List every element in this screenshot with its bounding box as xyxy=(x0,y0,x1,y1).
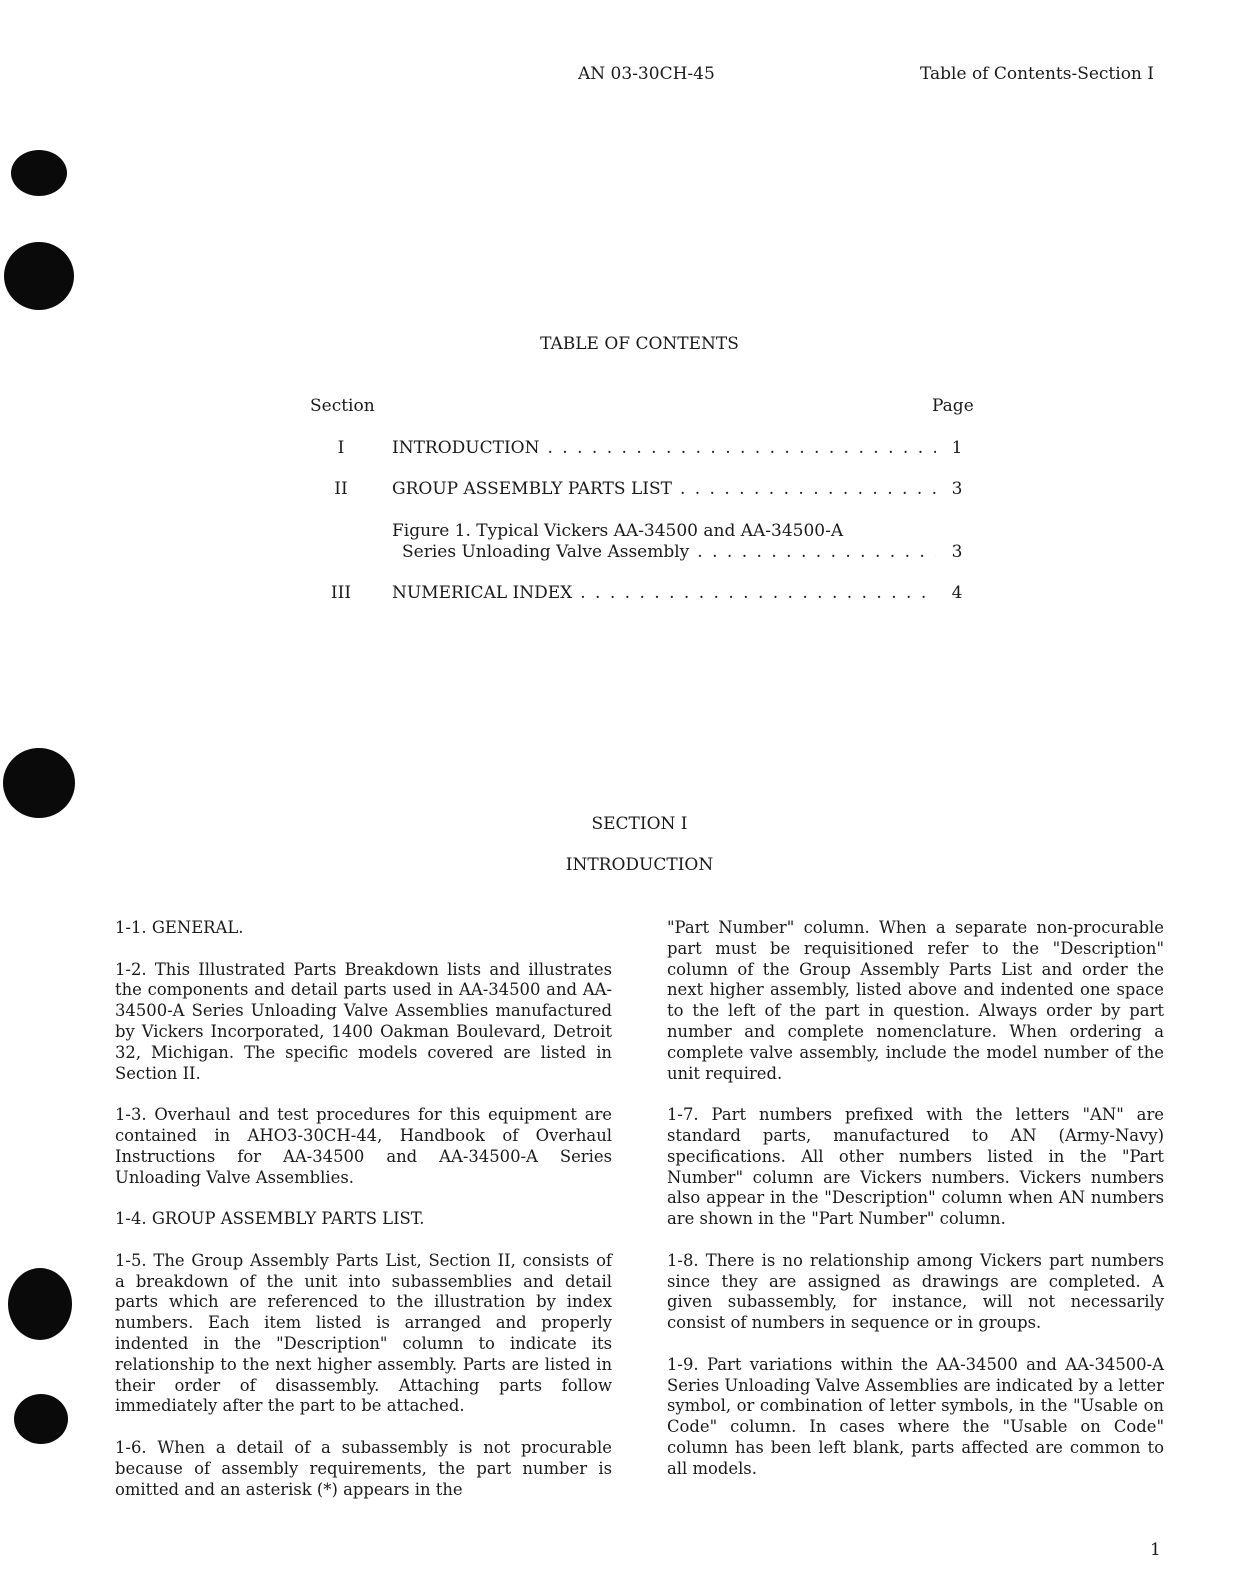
punch-hole-icon xyxy=(8,1268,72,1340)
section-title: INTRODUCTION xyxy=(565,855,714,875)
section-label: SECTION I xyxy=(591,814,688,834)
toc-entry-number: III xyxy=(330,583,352,603)
right-column xyxy=(667,918,1164,1500)
toc-entry-page: 1 xyxy=(951,438,963,458)
header-section-reference: Table of Contents-Section I xyxy=(920,64,1154,84)
toc-entry-page: 4 xyxy=(951,583,963,603)
dot-leader xyxy=(680,479,936,499)
paragraph: 1-6. When a detail of a subassembly is not procurable because of assembly requirements, the part number is omitted and an asterisk (*) appears in the xyxy=(115,1437,612,1499)
toc-entry-page: 3 xyxy=(951,542,963,562)
page-number: 1 xyxy=(1150,1540,1161,1560)
toc-title: TABLE OF CONTENTS xyxy=(540,334,739,354)
document-number: AN 03-30CH-45 xyxy=(578,64,715,84)
toc-entry-text: INTRODUCTION xyxy=(392,438,540,458)
dot-leader xyxy=(548,438,937,458)
toc-entry-page: 3 xyxy=(951,479,963,499)
toc-entry-number: II xyxy=(334,479,348,499)
paragraph: 1-3. Overhaul and test procedures for this equipment are contained in AHO3-30CH-44, Handbook of Overhaul Instructions for AA-34500 and AA-34500-A Series Unloading Valve Assemblies. xyxy=(115,1105,612,1187)
paragraph-heading: 1-1. GENERAL. xyxy=(115,918,244,937)
toc-entry-number: I xyxy=(337,438,345,458)
paragraph: 1-8. There is no relationship among Vickers part numbers since they are assigned as drawings are completed. A given subassembly, for instance, will not necessarily consist of numbers in sequence or in groups. xyxy=(667,1250,1164,1333)
punch-hole-icon xyxy=(3,748,75,818)
punch-hole-icon xyxy=(11,150,67,196)
toc-page-label: Page xyxy=(932,396,974,416)
paragraph: 1-2. This Illustrated Parts Breakdown lists and illustrates the components and detail parts used in AA-34500 and AA-34500-A Series Unloading Valve Assemblies manufactured by Vickers Incorporated, 1400 Oakman Boulevard, Detroit 32, Michigan. The specific models covered are listed in Section II. xyxy=(115,959,612,1083)
punch-hole-icon xyxy=(14,1394,68,1444)
dot-leader xyxy=(580,583,936,603)
toc-entry[interactable] xyxy=(320,479,970,499)
paragraph: 1-7. Part numbers prefixed with the letters "AN" are standard parts, manufactured to AN (Army-Navy) specifications. All other numbers listed in the "Part Number" column are Vickers numbers. Vickers numbers also appear in the "Description" column when AN numbers are shown in the "Part Number" column. xyxy=(667,1105,1164,1229)
punch-hole-icon xyxy=(4,242,74,310)
paragraph-heading: 1-4. GROUP ASSEMBLY PARTS LIST. xyxy=(115,1209,425,1229)
dot-leader xyxy=(697,542,936,562)
toc-entry-text: GROUP ASSEMBLY PARTS LIST xyxy=(392,479,672,499)
paragraph: "Part Number" column. When a separate non-procurable part must be requisitioned refer to the "Description" column of the Group Assembly Parts List and order the next higher assembly, listed above and indented one space to the left of the part in question. Always order by part number and complete nomenclature. When ordering a complete valve assembly, include the model number of the unit required. xyxy=(667,918,1164,1083)
paragraph: 1-9. Part variations within the AA-34500 and AA-34500-A Series Unloading Valve Assemblies are indicated by a letter symbol, or combination of letter symbols, in the "Usable on Code" column. In cases where the "Usable on Code" column has been left blank, parts affected are common to all models. xyxy=(667,1354,1164,1478)
left-column xyxy=(115,918,612,1521)
toc-figure-line1: Figure 1. Typical Vickers AA-34500 and AA-34500-A xyxy=(392,521,844,541)
toc-entry[interactable] xyxy=(320,542,970,562)
toc-entry[interactable] xyxy=(320,438,970,458)
toc-entry[interactable] xyxy=(320,583,970,603)
toc-entry-text: Series Unloading Valve Assembly xyxy=(402,542,690,562)
paragraph: 1-5. The Group Assembly Parts List, Section II, consists of a breakdown of the unit into subassemblies and detail parts which are referenced to the illustration by index numbers. Each item listed is arranged and properly indented in the "Description" column to indicate its relationship to the next higher assembly. Parts are listed in their order of disassembly. Attaching parts follow immediately after the part to be attached. xyxy=(115,1250,612,1416)
toc-section-label: Section xyxy=(310,396,375,416)
toc-entry-text: NUMERICAL INDEX xyxy=(392,583,573,603)
